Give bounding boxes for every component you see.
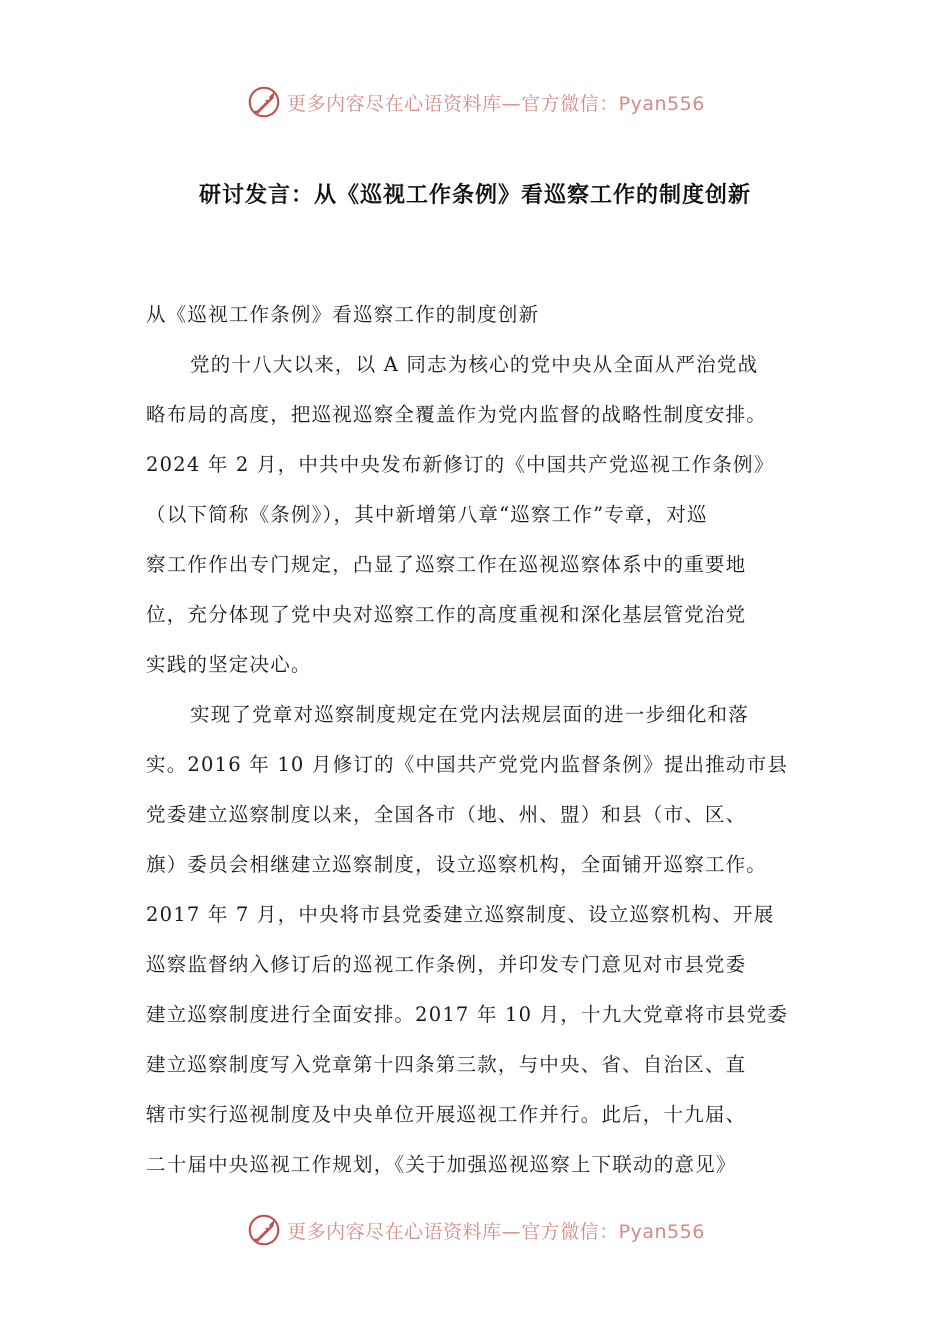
body-line: 二十届中央巡视工作规划，《关于加强巡视巡察上下联动的意见》 bbox=[146, 1153, 737, 1176]
body-line: （以下简称《条例》），其中新增第八章“巡察工作”专章，对巡 bbox=[146, 503, 708, 526]
body-line: 实现了党章对巡察制度规定在党内法规层面的进一步细化和落 bbox=[190, 703, 749, 726]
pen-nib-logo-icon bbox=[245, 1211, 283, 1249]
footer-banner-inner bbox=[245, 1211, 705, 1249]
body-line: 辖市实行巡视制度及中央单位开展巡视工作并行。此后，十九届、 bbox=[146, 1103, 747, 1126]
body-line: 旗）委员会相继建立巡察制度，设立巡察机构，全面铺开巡察工作。 bbox=[146, 853, 768, 876]
body-line: 略布局的高度，把巡视巡察全覆盖作为党内监督的战略性制度安排。 bbox=[146, 403, 768, 426]
body-line: 位，充分体现了党中央对巡察工作的高度重视和深化基层管党治党 bbox=[146, 603, 747, 626]
body-line: 察工作作出专门规定，凸显了巡察工作在巡视巡察体系中的重要地 bbox=[146, 553, 747, 576]
body-line: 实践的坚定决心。 bbox=[146, 653, 312, 676]
body-line: 从《巡视工作条例》看巡察工作的制度创新 bbox=[146, 303, 540, 326]
document-title: 研讨发言：从《巡视工作条例》看巡察工作的制度创新 bbox=[198, 182, 751, 208]
footer-banner-text: 更多内容尽在心语资料库—官方微信：Pyan556 bbox=[287, 1220, 705, 1243]
header-banner-inner bbox=[245, 83, 705, 121]
body-line: 建立巡察制度进行全面安排。2017 年 10 月，十九大党章将市县党委 bbox=[146, 1003, 789, 1026]
body-line: 党的十八大以来，以 A 同志为核心的党中央从全面从严治党战 bbox=[190, 353, 759, 376]
pen-nib-logo-icon bbox=[245, 83, 283, 121]
body-line: 2017 年 7 月，中央将市县党委建立巡察制度、设立巡察机构、开展 bbox=[146, 903, 775, 926]
body-line: 巡察监督纳入修订后的巡视工作条例，并印发专门意见对市县党委 bbox=[146, 953, 747, 976]
body-line: 建立巡察制度写入党章第十四条第三款，与中央、省、自治区、直 bbox=[146, 1053, 747, 1076]
header-banner bbox=[0, 82, 950, 122]
header-banner-text: 更多内容尽在心语资料库—官方微信：Pyan556 bbox=[287, 92, 705, 115]
document-body bbox=[146, 290, 826, 1190]
body-line: 实。2016 年 10 月修订的《中国共产党党内监督条例》提出推动市县 bbox=[146, 753, 789, 776]
footer-banner bbox=[0, 1210, 950, 1250]
body-line: 党委建立巡察制度以来，全国各市（地、州、盟）和县（市、区、 bbox=[146, 803, 747, 826]
body-line: 2024 年 2 月，中共中央发布新修订的《中国共产党巡视工作条例》 bbox=[146, 453, 775, 476]
